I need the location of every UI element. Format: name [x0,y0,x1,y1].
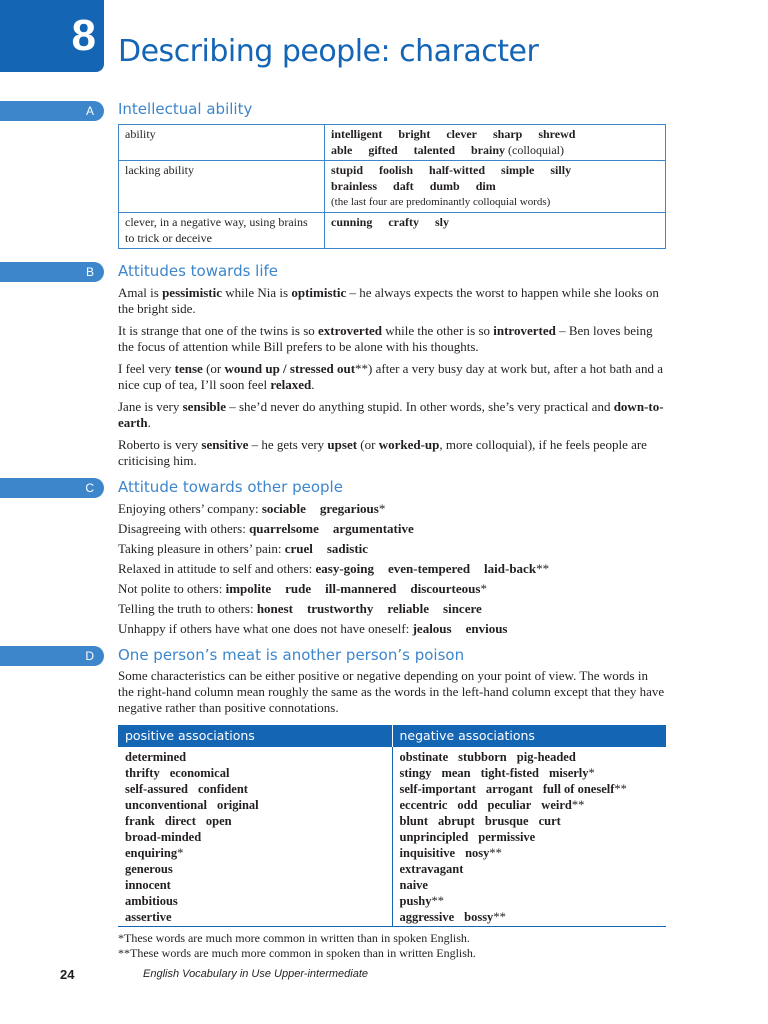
vocab-word [517,750,576,764]
vocab-word: introverted [493,323,556,338]
vocab-word: stupid [331,163,364,177]
word-text: ill-mannered [325,581,397,596]
attitude-line [118,499,666,519]
positive-header: positive associations [118,725,392,747]
vocab-word: pessimistic [162,285,223,300]
text-segment: I feel very [118,361,175,376]
word-row [125,749,385,765]
vocab-word [125,862,173,876]
vocab-word [541,798,584,812]
word-text: pig-headed [516,750,576,764]
word-row [400,909,660,925]
text-segment: – he always expects the worst to happen while she looks on the bright side. [118,285,659,316]
word-text: reliable [387,601,430,616]
vocab-word [443,601,482,616]
attitude-paragraph [118,361,666,393]
vocab-word: crafty [388,215,420,229]
word-row [400,877,660,893]
unit-title: Describing people: character [118,34,539,69]
vocab-word [125,846,183,860]
vocab-word: worked-up [378,437,440,452]
attitude-paragraph [118,399,666,431]
vocab-word [285,541,313,556]
word-text: easy-going [315,561,374,576]
word-text: ambitious [125,894,178,908]
word-text: miserly [548,766,589,780]
word-text: honest [256,601,293,616]
vocab-word [457,798,477,812]
vocab-word [549,766,595,780]
word-row [125,845,385,861]
ability-words [325,213,666,249]
vocab-word [441,766,470,780]
word-text: arrogant [485,782,533,796]
word-text: generous [125,862,173,876]
vocab-word: wound up / stressed out [224,361,356,376]
word-row [125,877,385,893]
vocab-word [125,782,188,796]
footnote-mark: * [378,501,386,516]
word-text: aggressive [399,910,455,924]
vocab-word [125,878,171,892]
word-text: assertive [125,910,172,924]
text-segment: while Nia is [222,285,292,300]
positive-column [118,747,392,927]
vocab-word: shrewd [538,127,576,141]
word-text: odd [457,798,478,812]
vocab-word: gifted [368,143,398,157]
word-text: unconventional [125,798,207,812]
attitude-meaning: Taking pleasure in others’ pain: [118,541,285,556]
vocab-word: simple [501,163,535,177]
vocab-word [400,910,455,924]
word-text: laid-back [484,561,537,576]
text-segment: It is strange that one of the twins is so [118,323,319,338]
word-row [400,845,660,861]
vocab-word [400,862,464,876]
text-segment: **) after a very busy day at work but, after a hot bath and a nice cup of tea, I’ll soon feel [118,361,663,392]
vocab-word [465,846,502,860]
vocab-word [327,541,368,556]
attitude-line [118,519,666,539]
attitude-meaning: Unhappy if others have what one does not have oneself: [118,621,413,636]
section-d-intro: Some characteristics can be either positive or negative depending on your point of view. The words in the right-hand column mean roughly the same as the words in the left-hand column except that they have negative rather than positive connotations. [118,668,665,715]
word-text: economical [169,766,230,780]
footnote-mark: ** [536,561,550,576]
word-text: innocent [125,878,171,892]
word-row [400,829,660,845]
footnote-mark: * [588,766,595,780]
attitude-line [118,619,666,639]
vocab-word [325,581,396,596]
word-row [125,893,385,909]
vocab-word: silly [550,163,572,177]
vocab-word [257,601,293,616]
word-text: thrifty [125,766,160,780]
text-segment: – she’d never do anything stupid. In other words, she’s very practical and [225,399,614,414]
vocab-word: dim [475,179,496,193]
vocab-word [400,894,444,908]
vocab-word [400,782,476,796]
word-text: bossy [464,910,494,924]
section-a-label: A [0,101,104,121]
vocab-word: brainless [331,179,378,193]
vocab-word: daft [393,179,414,193]
footnote-mark: ** [489,846,502,860]
vocab-word [400,878,428,892]
word-row [400,765,660,781]
vocab-word [125,814,155,828]
word-text: original [216,798,259,812]
vocab-word [320,501,385,516]
vocab-word: down-to-earth [118,399,664,430]
word-line [331,162,659,178]
vocab-word [486,782,533,796]
word-text: determined [125,750,187,764]
unit-number: 8 [0,0,104,72]
vocab-word [262,501,306,516]
vocab-word: talented [413,143,455,157]
vocab-word [478,830,535,844]
vocab-word: foolish [379,163,414,177]
word-text: envious [465,621,508,636]
colloquial-note: (the last four are predominantly colloquial words) [331,196,551,208]
vocab-word [249,521,319,536]
vocab-word [387,601,429,616]
word-text: discourteous [410,581,481,596]
vocab-word [170,766,230,780]
vocab-word: upset [327,437,358,452]
attitude-line [118,559,666,579]
word-text: broad-minded [125,830,202,844]
book-title: English Vocabulary in Use Upper-intermediate [143,968,369,980]
word-text: sincere [443,601,482,616]
vocab-word: relaxed [270,377,312,392]
attitude-meaning: Telling the truth to others: [118,601,257,616]
attitude-line [118,599,666,619]
word-text: mean [441,766,471,780]
footnotes [118,931,476,961]
word-row [125,781,385,797]
vocab-word: able [331,143,353,157]
word-text: stubborn [458,750,507,764]
vocab-word [125,830,201,844]
word-row [125,813,385,829]
word-text: unprincipled [399,830,469,844]
vocab-word: clever [446,127,477,141]
word-text: weird [541,798,572,812]
ability-words [325,161,666,213]
vocab-word [485,814,529,828]
word-text: peculiar [487,798,532,812]
footnote-mark: ** [431,894,444,908]
word-text: self-assured [125,782,188,796]
word-text: jealous [412,621,452,636]
word-text: open [205,814,232,828]
attitude-lines [118,499,666,639]
vocab-word [539,814,561,828]
text-segment: Amal is [118,285,163,300]
footnote-mark: ** [571,798,585,812]
attitude-paragraph [118,285,666,317]
ability-words [325,125,666,161]
section-d-label: D [0,646,104,666]
vocab-word [198,782,248,796]
vocab-word [481,766,539,780]
word-line [331,214,659,230]
vocab-word [400,766,432,780]
vocab-word: sly [435,215,450,229]
word-row [125,909,385,925]
ability-meaning: ability [119,125,325,161]
vocab-word [488,798,532,812]
page-number: 24 [60,967,75,982]
vocab-word [413,621,452,636]
ability-row [119,125,666,161]
vocab-word [543,782,627,796]
section-c-label: C [0,478,104,498]
vocab-word [217,798,259,812]
negative-header: negative associations [392,725,666,747]
word-text: tight-fisted [480,766,539,780]
word-text: abrupt [438,814,475,828]
word-row [125,861,385,877]
ability-meaning: lacking ability [119,161,325,213]
footnote-spoken: **These words are much more common in spoken than in written English. [118,946,476,960]
word-text: obstinate [399,750,449,764]
vocab-word: bright [398,127,431,141]
text-segment: while the other is so [382,323,494,338]
word-text: quarrelsome [249,521,319,536]
vocab-word: extroverted [318,323,383,338]
word-text: pushy [399,894,432,908]
attitudes-paragraphs [118,285,666,475]
attitude-meaning: Relaxed in attitude to self and others: [118,561,316,576]
word-line [331,142,659,158]
ability-meaning: clever, in a negative way, using brains to trick or deceive [119,213,325,249]
vocab-word [307,601,373,616]
word-text: direct [164,814,196,828]
footnote-mark: ** [614,782,627,796]
attitude-paragraph [118,323,666,355]
word-text: sociable [261,501,306,516]
word-row [400,813,660,829]
word-text: impolite [225,581,272,596]
ability-row [119,161,666,213]
footnote-written: *These words are much more common in written than in spoken English. [118,931,470,945]
word-text: inquisitive [399,846,456,860]
vocab-word: sensitive [201,437,249,452]
vocab-word [438,814,475,828]
text-segment: , more colloquial), if he feels people are criticising him. [118,437,647,468]
vocab-word: brainy [471,143,506,157]
vocab-word: half-witted [429,163,486,177]
vocab-word [400,846,456,860]
negative-column [392,747,666,927]
vocab-word: cunning [331,215,373,229]
section-b-label: B [0,262,104,282]
word-row [400,797,660,813]
text-segment: (or [357,437,379,452]
word-text: enquiring [125,846,178,860]
section-a-title: Intellectual ability [118,100,253,118]
vocab-word [125,910,172,924]
word-text: sadistic [326,541,369,556]
attitude-line [118,579,666,599]
word-text: even-tempered [387,561,471,576]
word-text: extravagant [399,862,464,876]
footnote-mark: ** [493,910,506,924]
word-row [125,765,385,781]
vocab-word [410,581,487,596]
word-text: nosy [465,846,490,860]
attitude-meaning: Enjoying others’ company: [118,501,262,516]
attitude-meaning: Disagreeing with others: [118,521,250,536]
vocab-word [125,894,178,908]
text-segment: – Ben loves being the focus of attention while Bill prefers to be alone with his thoughts. [118,323,653,354]
word-text: gregarious [319,501,379,516]
colloquial-note: (colloquial) [505,143,564,157]
word-text: permissive [478,830,536,844]
vocab-word: sensible [182,399,226,414]
vocab-word: intelligent [331,127,383,141]
vocab-word [400,750,449,764]
vocab-word [315,561,374,576]
vocab-word [206,814,232,828]
word-text: cruel [284,541,313,556]
vocab-word [285,581,311,596]
word-row [400,749,660,765]
word-text: frank [125,814,155,828]
vocab-word [388,561,470,576]
vocab-word: sharp [492,127,523,141]
footnote-mark: * [480,581,487,596]
word-row [125,797,385,813]
attitude-paragraph [118,437,666,469]
word-text: full of oneself [542,782,615,796]
text-segment: Jane is very [118,399,183,414]
text-segment: . [311,377,315,392]
vocab-word: tense [174,361,203,376]
vocab-word: dumb [429,179,460,193]
vocab-word [484,561,549,576]
vocab-word [464,910,506,924]
attitude-line [118,539,666,559]
footnote-mark: * [177,846,184,860]
vocab-word [466,621,508,636]
text-segment: (or [202,361,225,376]
word-text: self-important [399,782,476,796]
vocab-word [125,798,207,812]
ability-row [119,213,666,249]
text-segment: – he gets very [248,437,328,452]
vocab-word [165,814,196,828]
vocab-word: optimistic [291,285,347,300]
word-text: argumentative [332,521,414,536]
word-line [331,126,659,142]
word-row [400,781,660,797]
word-row [125,829,385,845]
vocab-word [125,766,160,780]
vocab-word [400,798,448,812]
vocab-word [226,581,272,596]
word-text: confident [197,782,248,796]
word-line [331,178,659,194]
section-b-title: Attitudes towards life [118,262,279,280]
word-text: eccentric [399,798,448,812]
word-row [400,861,660,877]
word-text: rude [285,581,312,596]
associations-table [118,725,666,927]
vocab-word [333,521,414,536]
word-text: naive [399,878,428,892]
vocab-word [458,750,507,764]
word-text: brusque [484,814,529,828]
word-text: trustworthy [306,601,374,616]
word-text: blunt [399,814,428,828]
word-text: curt [538,814,561,828]
word-text: stingy [399,766,432,780]
section-c-title: Attitude towards other people [118,478,343,496]
vocab-word [125,750,186,764]
intellectual-ability-table [118,124,666,249]
text-segment: Roberto is very [118,437,202,452]
attitude-meaning: Not polite to others: [118,581,226,596]
vocab-word [400,814,429,828]
text-segment: . [147,415,151,430]
word-row [400,893,660,909]
vocab-word [400,830,469,844]
section-d-title: One person’s meat is another person’s poison [118,646,465,664]
